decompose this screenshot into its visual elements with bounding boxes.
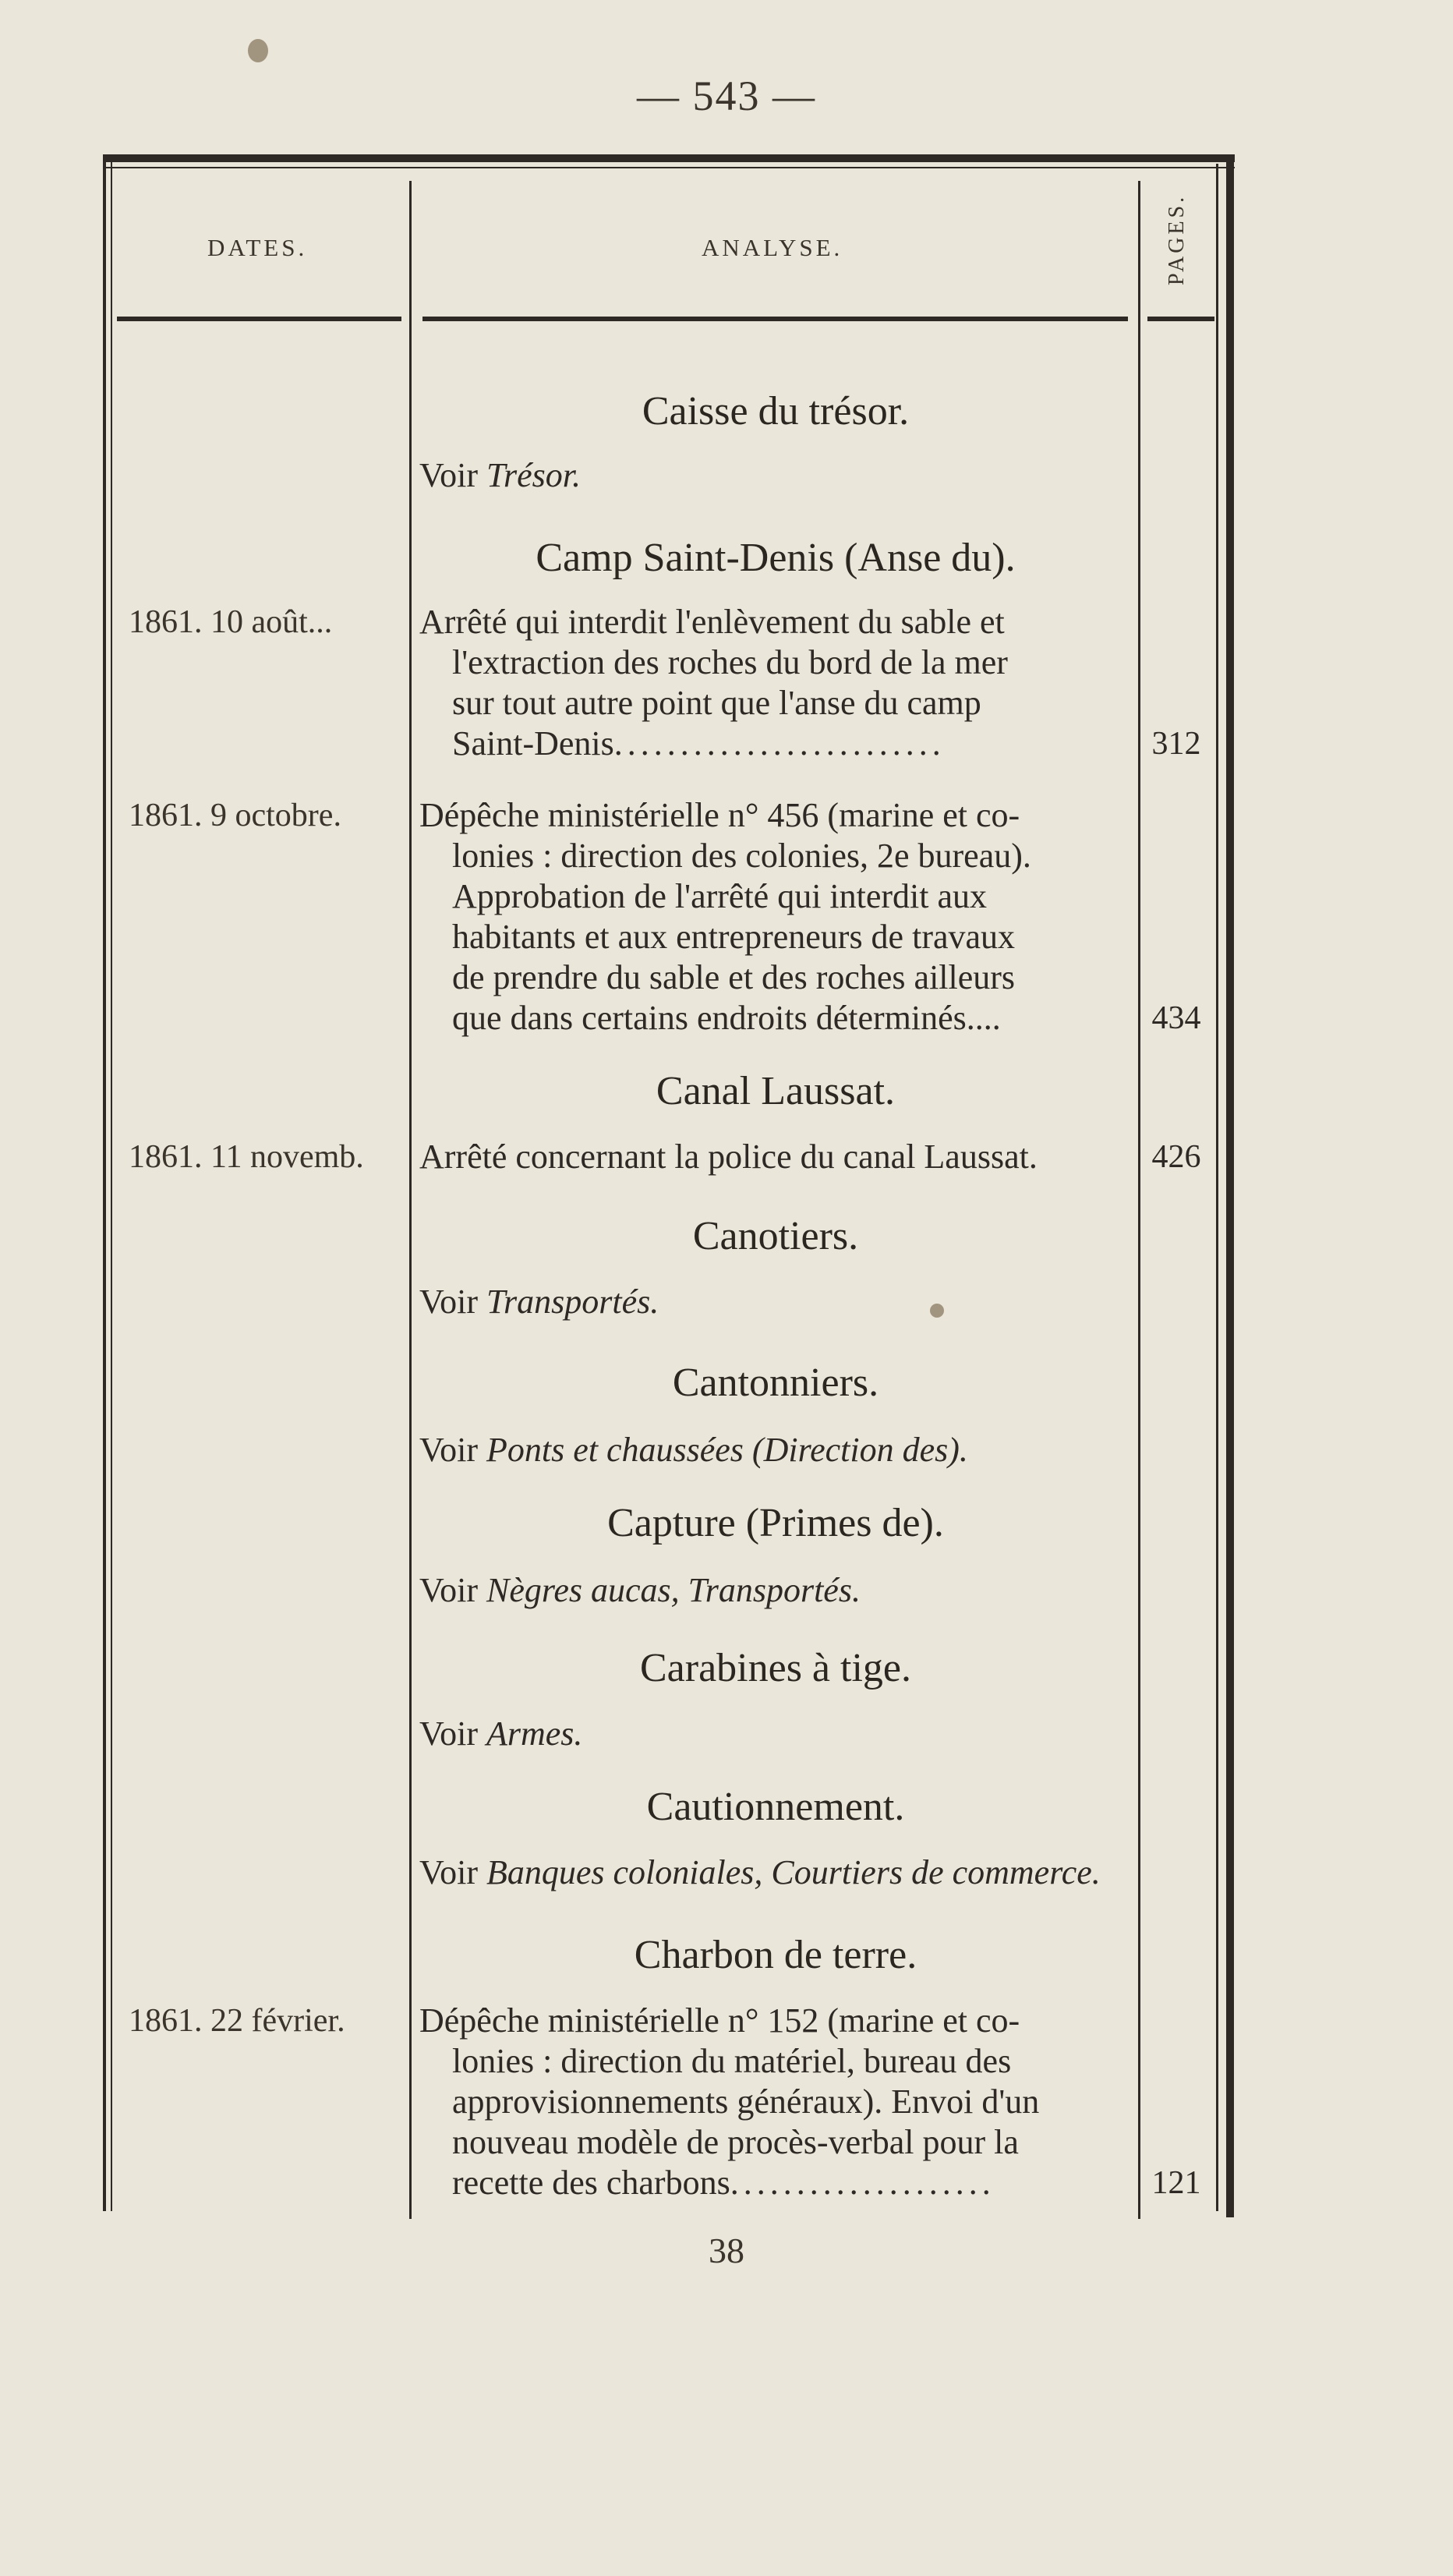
entry-text-line bbox=[452, 2163, 995, 2203]
entry-text-line: Dépêche ministérielle n° 152 (marine et co- bbox=[419, 2001, 1020, 2040]
page-ref: 434 bbox=[1151, 1000, 1201, 1036]
entry-heading: Capture (Primes de). bbox=[607, 1501, 944, 1545]
see-also-reference: Armes. bbox=[486, 1714, 583, 1753]
page-ref: 312 bbox=[1151, 726, 1201, 762]
see-also-prefix: Voir bbox=[419, 1283, 478, 1321]
ink-stain bbox=[930, 1304, 944, 1318]
see-also-line bbox=[419, 1714, 582, 1754]
page-ref: 121 bbox=[1151, 2165, 1201, 2201]
see-also-line bbox=[419, 1570, 861, 1611]
header-analyse: ANALYSE. bbox=[702, 234, 843, 261]
entry-text-end: recette des charbons bbox=[452, 2164, 730, 2202]
entry-text-line: lonies : direction des colonies, 2e bureau). bbox=[452, 837, 1031, 875]
entry-text-line: Arrêté concernant la police du canal Laussat. bbox=[419, 1138, 1038, 1176]
entry-text-line: nouveau modèle de procès-verbal pour la bbox=[452, 2123, 1019, 2161]
header-underline-dates bbox=[117, 317, 401, 321]
entry-text-line: que dans certains endroits déterminés.... bbox=[452, 999, 1001, 1037]
folio-number: 38 bbox=[709, 2231, 744, 2270]
entry-heading: Canotiers. bbox=[692, 1214, 859, 1258]
entry-date: 1861. 22 février. bbox=[129, 2003, 345, 2039]
entry-text-line: Approbation de l'arrêté qui interdit aux bbox=[452, 877, 988, 915]
entry-heading: Camp Saint-Denis (Anse du). bbox=[536, 536, 1016, 580]
right-border bbox=[1226, 154, 1234, 2217]
entry-date: 1861. 9 octobre. bbox=[129, 798, 341, 833]
entry-text-line: lonies : direction du matériel, bureau des bbox=[452, 2042, 1012, 2080]
see-also-prefix: Voir bbox=[419, 1853, 478, 1891]
see-also-prefix: Voir bbox=[419, 1571, 478, 1609]
header-dates: DATES. bbox=[207, 234, 308, 261]
see-also-prefix: Voir bbox=[419, 1431, 478, 1469]
see-also-line bbox=[419, 1852, 1101, 1893]
header-underline-analyse bbox=[422, 317, 1128, 321]
see-also-line bbox=[419, 1282, 659, 1322]
leader-dots: ......................... bbox=[613, 724, 946, 763]
entry-text-line bbox=[452, 724, 946, 764]
left-border-inner bbox=[111, 154, 112, 2211]
page-ref: 426 bbox=[1151, 1139, 1201, 1175]
see-also-line bbox=[419, 1430, 968, 1470]
entry-heading: Carabines à tige. bbox=[640, 1646, 911, 1690]
entry-text-end: Saint-Denis bbox=[452, 724, 614, 763]
entry-date: 1861. 10 août... bbox=[129, 604, 333, 640]
entry-heading: Charbon de terre. bbox=[634, 1933, 917, 1977]
see-also-prefix: Voir bbox=[419, 456, 478, 494]
header-underline-pages bbox=[1147, 317, 1214, 321]
ink-stain bbox=[248, 39, 268, 62]
pages-column-divider bbox=[1138, 181, 1140, 2219]
entry-text-line: l'extraction des roches du bord de la mer bbox=[452, 643, 1008, 681]
see-also-line bbox=[419, 455, 581, 496]
entry-heading: Canal Laussat. bbox=[656, 1069, 896, 1113]
entry-heading: Cautionnement. bbox=[646, 1785, 905, 1829]
entry-text-line: Dépêche ministérielle n° 456 (marine et co- bbox=[419, 796, 1020, 834]
top-rule bbox=[103, 154, 1235, 162]
entry-text-line: Arrêté qui interdit l'enlèvement du sable et bbox=[419, 603, 1005, 641]
leader-dots: .................... bbox=[730, 2164, 995, 2202]
top-rule-thin bbox=[103, 167, 1235, 168]
left-border bbox=[103, 154, 106, 2211]
page-number: — 543 — bbox=[637, 73, 816, 119]
header-pages: PAGES. bbox=[1165, 193, 1189, 285]
see-also-reference: Banques coloniales, Courtiers de commerce. bbox=[486, 1853, 1101, 1891]
entry-date: 1861. 11 novemb. bbox=[129, 1139, 364, 1175]
entry-text-line: sur tout autre point que l'anse du camp bbox=[452, 684, 981, 722]
see-also-prefix: Voir bbox=[419, 1714, 478, 1753]
entry-text-line: approvisionnements généraux). Envoi d'un bbox=[452, 2082, 1040, 2121]
see-also-reference: Trésor. bbox=[486, 456, 582, 494]
see-also-reference: Ponts et chaussées (Direction des). bbox=[486, 1431, 968, 1469]
see-also-reference: Nègres aucas, Transportés. bbox=[486, 1571, 861, 1609]
pages-column-divider-2 bbox=[1216, 164, 1218, 2211]
entry-heading: Caisse du trésor. bbox=[642, 389, 910, 433]
entry-heading: Cantonniers. bbox=[672, 1361, 879, 1405]
entry-text-line: habitants et aux entrepreneurs de travaux bbox=[452, 918, 1016, 956]
entry-text-line: de prendre du sable et des roches ailleurs bbox=[452, 958, 1016, 996]
see-also-reference: Transportés. bbox=[486, 1283, 659, 1321]
date-column-divider bbox=[409, 181, 412, 2219]
